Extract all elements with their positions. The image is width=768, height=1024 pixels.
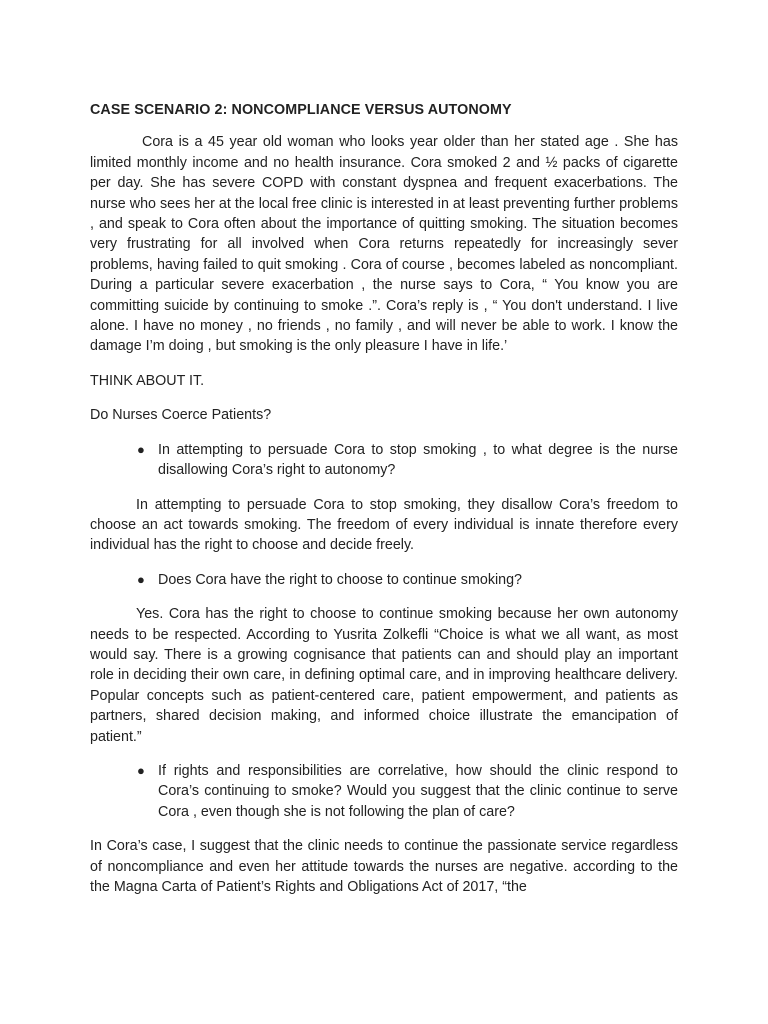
bullet-icon: ●: [137, 441, 145, 457]
question-3-text: If rights and responsibilities are correlative, how should the clinic respond to Cora’s continuing to smoke? Would you suggest that the clinic continue to serve Cora , even though she is not following the plan of care?: [158, 762, 678, 820]
think-heading: THINK ABOUT IT.: [90, 372, 205, 389]
question-2-text: Does Cora have the right to choose to continue smoking?: [158, 571, 522, 588]
question-1-text: In attempting to persuade Cora to stop smoking , to what degree is the nurse disallowing Cora’s right to autonomy?: [158, 441, 678, 479]
answer-2: Yes. Cora has the right to choose to continue smoking because her own autonomy needs to be respected. According to Yusrita Zolkefli “Choice is what we all want, as most would say. There is a growing cognisance that patients can and should play an important role in deciding their own care, in defining optimal care, and in improving healthcare delivery. Popular concepts such as patient-centered care, patient empowerment, and patients as partners, shared decision making, and informed choice illustrate the emancipation of patient.”: [90, 606, 678, 745]
answer-3: In Cora’s case, I suggest that the clinic needs to continue the passionate service regardless of noncompliance and even her attitude towards the nurses are negative. according to the the Magna Carta of Patient’s Rights and Obligations Act of 2017, “the: [90, 838, 678, 895]
question-heading: Do Nurses Coerce Patients?: [90, 407, 272, 424]
bullet-icon: ●: [137, 762, 145, 778]
bullet-icon: ●: [137, 571, 145, 587]
question-3: [90, 761, 678, 822]
answer-1: In attempting to persuade Cora to stop smoking, they disallow Cora’s freedom to choose an act towards smoking. The freedom of every individual is innate therefore every individual has the right to choose and decide freely.: [90, 496, 678, 554]
document-page: [90, 100, 678, 897]
case-title: CASE SCENARIO 2: NONCOMPLIANCE VERSUS AUTONOMY: [90, 102, 512, 118]
question-1: [90, 440, 678, 481]
scenario-paragraph: Cora is a 45 year old woman who looks year older than her stated age . She has limited monthly income and no health insurance. Cora smoked 2 and ½ packs of cigarette per day. She has severe COPD with constant dyspnea and frequent exacerbations. The nurse who sees her at the local free clinic is interested in at least preventing further problems , and speak to Cora often about the importance of quitting smoking. The situation becomes very frustrating for all involved when Cora returns repeatedly for increasingly sever problems, having failed to quit smoking . Cora of course , becomes labeled as noncompliant. During a particular severe exacerbation , the nurse says to Cora, “ You know you are committing suicide by continuing to smoke .”. Cora’s reply is , “ You don't understand. I live alone. I have no money , no friends , no family , and will never be able to work. I know the damage I’m doing , but smoking is the only pleasure I have in life.’: [90, 134, 678, 355]
question-2: [90, 570, 678, 590]
